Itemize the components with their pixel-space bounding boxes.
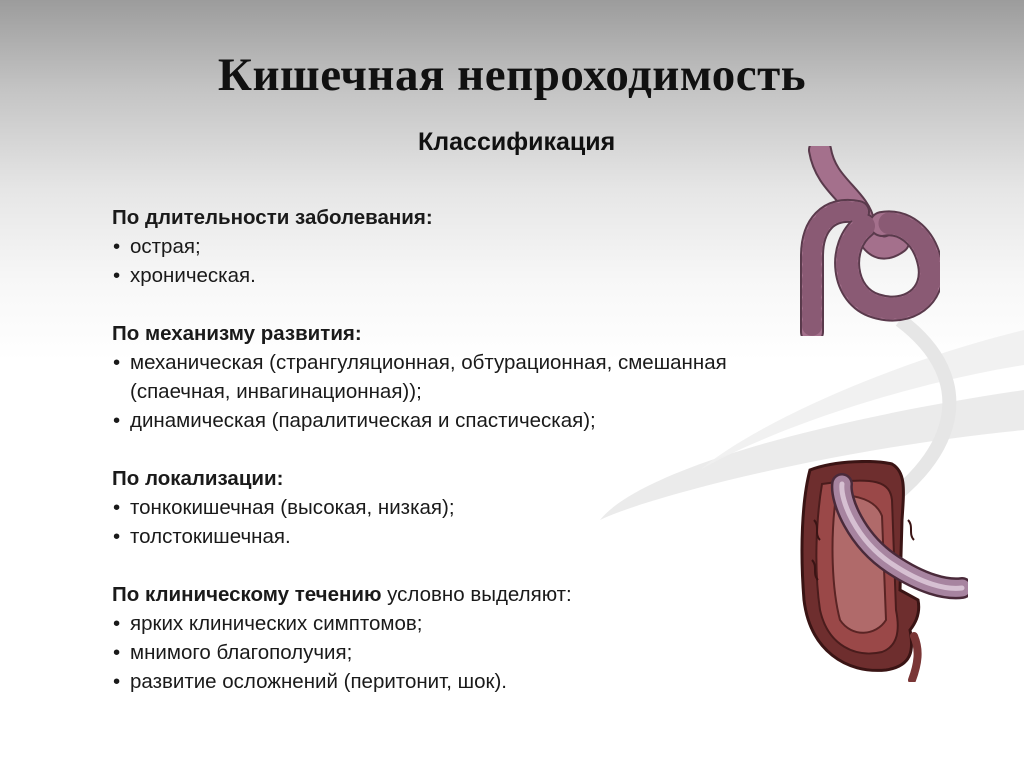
bullet-list bbox=[112, 232, 902, 290]
list-item: • мнимого благополучия; bbox=[113, 641, 353, 664]
section-mechanism bbox=[112, 319, 902, 435]
page-subtitle: Классификация bbox=[418, 128, 616, 156]
section-heading: По клиническому течению условно выделяют: bbox=[112, 583, 572, 606]
bullet-list bbox=[112, 348, 902, 435]
list-item: • тонкокишечная (высокая, низкая); bbox=[113, 496, 455, 519]
list-item: • динамическая (паралитическая и спастическая); bbox=[113, 409, 596, 432]
intussusception-illustration bbox=[796, 460, 968, 682]
section-localization bbox=[112, 464, 902, 551]
section-heading: По локализации: bbox=[112, 467, 284, 490]
bullet-list bbox=[112, 493, 902, 551]
list-item-continuation: (спаечная, инвагинационная)); bbox=[130, 380, 422, 403]
list-item: • механическая (странгуляционная, обтурационная, смешанная bbox=[113, 351, 727, 374]
volvulus-intestine-illustration bbox=[798, 146, 940, 336]
list-item: • развитие осложнений (перитонит, шок). bbox=[113, 670, 507, 693]
section-clinical-course bbox=[112, 580, 902, 696]
section-duration bbox=[112, 203, 902, 290]
list-item: • толстокишечная. bbox=[113, 525, 291, 548]
section-heading: По механизму развития: bbox=[112, 322, 362, 345]
list-item: • хроническая. bbox=[113, 264, 256, 287]
list-item: • острая; bbox=[113, 235, 201, 258]
list-item: • ярких клинических симптомов; bbox=[113, 612, 423, 635]
classification-content bbox=[112, 203, 902, 725]
section-heading: По длительности заболевания: bbox=[112, 206, 433, 229]
bullet-list bbox=[112, 609, 902, 696]
page-title: Кишечная непроходимость bbox=[217, 49, 807, 101]
